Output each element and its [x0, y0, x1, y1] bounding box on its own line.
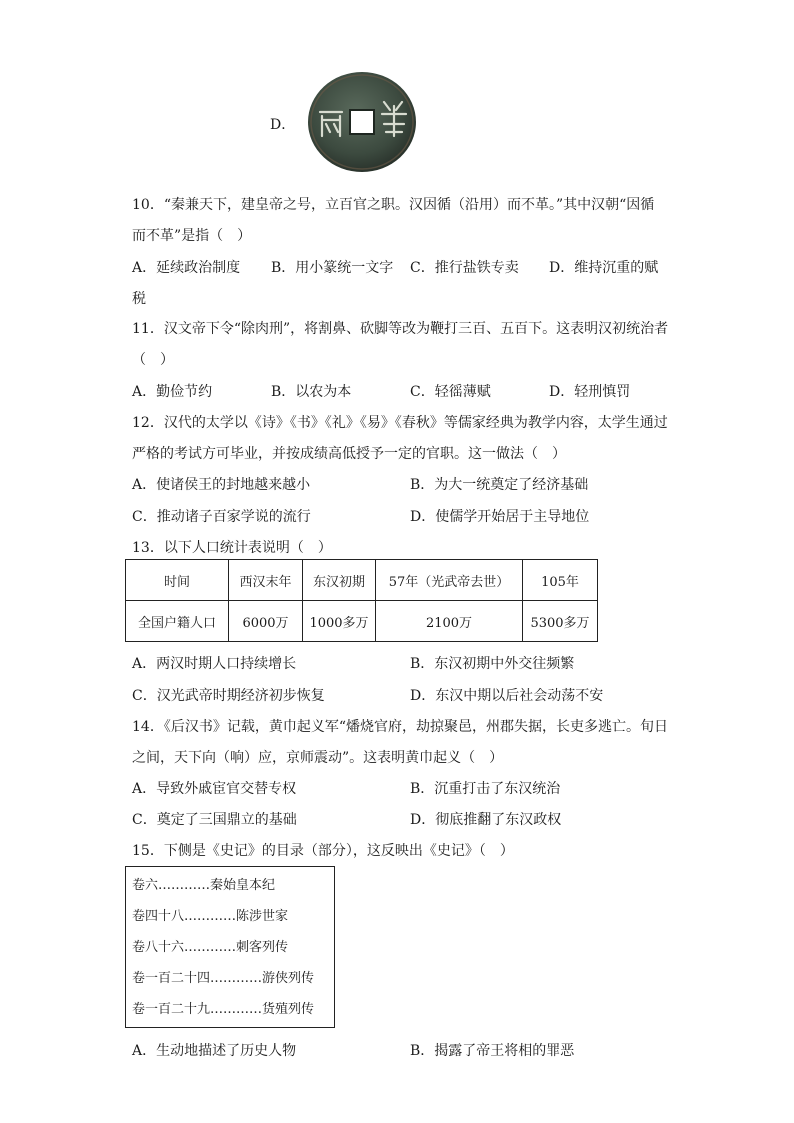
toc-entry: 卷六…………秦始皇本纪: [132, 878, 276, 893]
toc-entry: 卷四十八…………陈涉世家: [132, 909, 289, 924]
toc-entry: 卷八十六…………刺客列传: [132, 940, 289, 955]
q10-stem-line1: 10．“秦兼天下，建皇帝之号，立百官之职。汉因循（沿用）而不革。”其中汉朝“因循: [132, 197, 655, 213]
q13-option-d[interactable]: D．东汉中期以后社会动荡不安: [410, 688, 604, 704]
q14-option-c[interactable]: C．奠定了三国鼎立的基础: [132, 812, 297, 828]
q12-stem-line2: 严格的考试方可毕业，并按成绩高低授予一定的官职。这一做法（ ）: [132, 446, 566, 462]
q15-option-a[interactable]: A．生动地描述了历史人物: [132, 1043, 297, 1059]
q14-stem-line2: 之间，天下向（响）应，京师震动”。这表明黄巾起义（ ）: [132, 750, 504, 766]
banliang-coin-icon: [306, 70, 418, 174]
q12-option-c[interactable]: C．推动诸子百家学说的流行: [132, 509, 311, 525]
q15-stem: 15．下侧是《史记》的目录（部分），这反映出《史记》（ ）: [132, 843, 514, 859]
table-header-cell: 东汉初期: [303, 560, 376, 601]
q14-option-b[interactable]: B．沉重打击了东汉统治: [410, 781, 561, 797]
q15-option-b[interactable]: B．揭露了帝王将相的罪恶: [410, 1043, 575, 1059]
q11-stem-line1: 11．汉文帝下令“除肉刑”，将割鼻、砍脚等改为鞭打三百、五百下。这表明汉初统治者: [132, 321, 669, 337]
table-cell: 1000多万: [303, 601, 376, 642]
table-cell: 2100万: [376, 601, 523, 642]
q11-option-a[interactable]: A．勤俭节约: [132, 384, 213, 400]
q10-option-c[interactable]: C．推行盐铁专卖: [410, 260, 519, 276]
q12-option-a[interactable]: A．使诸侯王的封地越来越小: [132, 477, 311, 493]
q10-option-b[interactable]: B．用小篆统一文字: [271, 260, 394, 276]
q14-option-d[interactable]: D．彻底推翻了东汉政权: [410, 812, 562, 828]
table-header-cell: 57年（光武帝去世）: [376, 560, 523, 601]
toc-entry: 卷一百二十四…………游侠列传: [132, 971, 315, 986]
population-table: [125, 559, 598, 642]
q12-stem-line1: 12．汉代的太学以《诗》《书》《礼》《易》《春秋》等儒家经典为教学内容，太学生通过: [132, 415, 668, 431]
q14-option-a[interactable]: A．导致外戚宦官交替专权: [132, 781, 297, 797]
q11-option-c[interactable]: C．轻徭薄赋: [410, 384, 491, 400]
q11-stem-line2: （ ）: [132, 352, 174, 368]
q13-option-c[interactable]: C．汉光武帝时期经济初步恢复: [132, 688, 325, 704]
q13-stem: 13．以下人口统计表说明（ ）: [132, 540, 332, 556]
q11-option-d[interactable]: D．轻刑慎罚: [549, 384, 631, 400]
q10-option-d-wrap: 税: [132, 291, 146, 307]
shiji-table-of-contents: [125, 866, 335, 1028]
table-row: [126, 601, 598, 642]
q10-stem-line2: 而不革”是指（ ）: [132, 228, 252, 244]
table-cell: 6000万: [229, 601, 303, 642]
toc-entry: 卷一百二十九…………货殖列传: [132, 1002, 315, 1017]
table-header-row: [126, 560, 598, 601]
q13-option-b[interactable]: B．东汉初期中外交往频繁: [410, 656, 575, 672]
q10-option-d[interactable]: D．维持沉重的赋: [549, 260, 659, 276]
q12-option-b[interactable]: B．为大一统奠定了经济基础: [410, 477, 589, 493]
table-header-cell: 105年: [523, 560, 598, 601]
q9-option-d-label: D．: [270, 117, 296, 133]
q10-option-a[interactable]: A．延续政治制度: [132, 260, 241, 276]
q13-option-a[interactable]: A．两汉时期人口持续增长: [132, 656, 297, 672]
table-header-cell: 时间: [126, 560, 229, 601]
table-header-cell: 西汉末年: [229, 560, 303, 601]
q11-option-b[interactable]: B．以农为本: [271, 384, 352, 400]
table-cell: 全国户籍人口: [126, 601, 229, 642]
table-cell: 5300多万: [523, 601, 598, 642]
q12-option-d[interactable]: D．使儒学开始居于主导地位: [410, 509, 590, 525]
q14-stem-line1: 14．《后汉书》记载，黄巾起义军“燔烧官府，劫掠聚邑，州郡失据，长吏多逃亡。旬日: [132, 719, 668, 735]
